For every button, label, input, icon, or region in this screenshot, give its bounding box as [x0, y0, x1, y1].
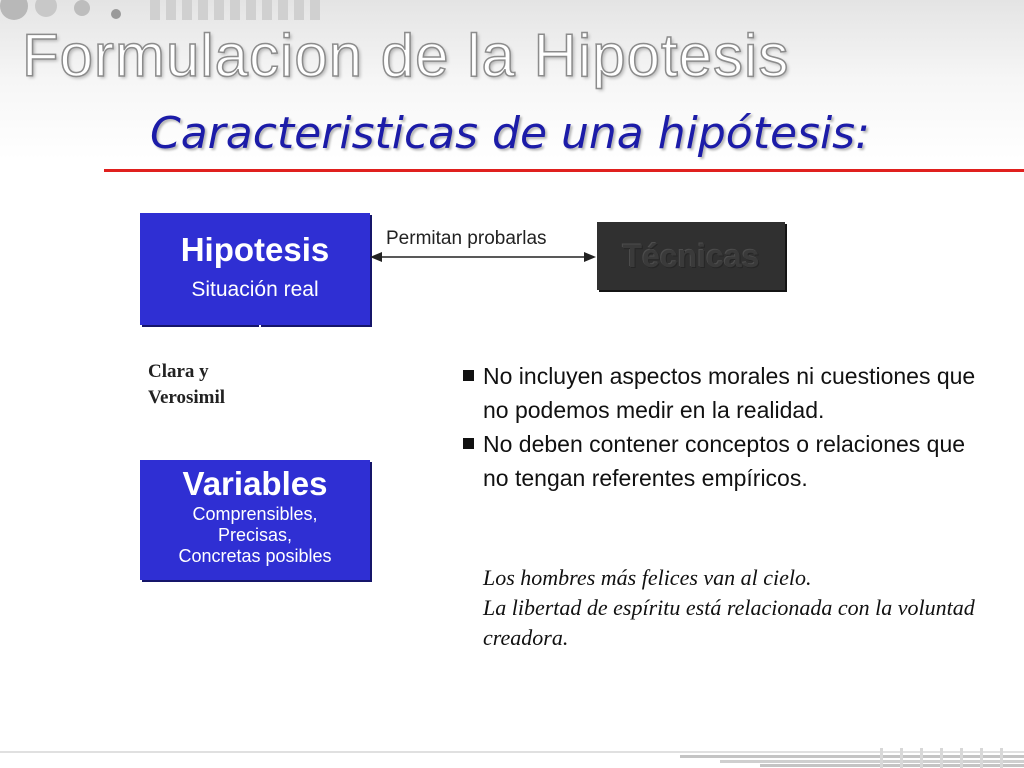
clara-verosimil-label: [148, 359, 225, 411]
variables-sub-line-1: Comprensibles,: [192, 504, 318, 524]
slide-title: Formulacion de la Hipotesis: [22, 22, 790, 89]
double-arrow-connector: [370, 247, 596, 267]
left-label-line-1: Clara y: [148, 361, 209, 382]
slide-subtitle: Caracteristicas de una hipótesis:: [150, 108, 870, 159]
tecnicas-box: [597, 222, 785, 290]
title-divider: [104, 169, 1024, 172]
bullet-text: No incluyen aspectos morales ni cuestiones que no podemos medir en la realidad.: [483, 363, 976, 423]
bottom-decoration: [0, 748, 1024, 768]
tecnicas-heading: Técnicas: [622, 237, 760, 274]
variables-sub-line-3: Concretas posibles: [178, 546, 332, 566]
variables-heading: Variables: [182, 465, 328, 502]
example-statements: [483, 563, 1003, 653]
right-label-line-1: Medible y: [285, 361, 366, 382]
variables-box: [140, 460, 370, 580]
hipotesis-subtext: Situación real: [191, 278, 319, 301]
hipotesis-heading: Hipotesis: [180, 231, 330, 268]
variables-sub-line-2: Precisas,: [217, 525, 293, 545]
example-line-1: Los hombres más felices van al cielo.: [483, 565, 812, 590]
connector-line: [259, 325, 261, 460]
list-item: [462, 359, 992, 427]
list-item: [462, 427, 992, 495]
square-bullet-icon: [463, 438, 474, 449]
example-line-2: La libertad de espíritu está relacionada con la voluntad creadora.: [483, 595, 975, 650]
bullet-text: No deben contener conceptos o relaciones que no tengan referentes empíricos.: [483, 431, 966, 491]
hipotesis-box: [140, 213, 370, 325]
characteristics-list: [462, 359, 992, 495]
medible-observable-label: [285, 359, 378, 411]
right-label-line-2: Observable: [285, 387, 378, 408]
square-bullet-icon: [463, 370, 474, 381]
left-label-line-2: Verosimil: [148, 387, 226, 408]
variables-subtext: [140, 504, 370, 567]
arrow-label: Permitan probarlas: [386, 228, 547, 249]
